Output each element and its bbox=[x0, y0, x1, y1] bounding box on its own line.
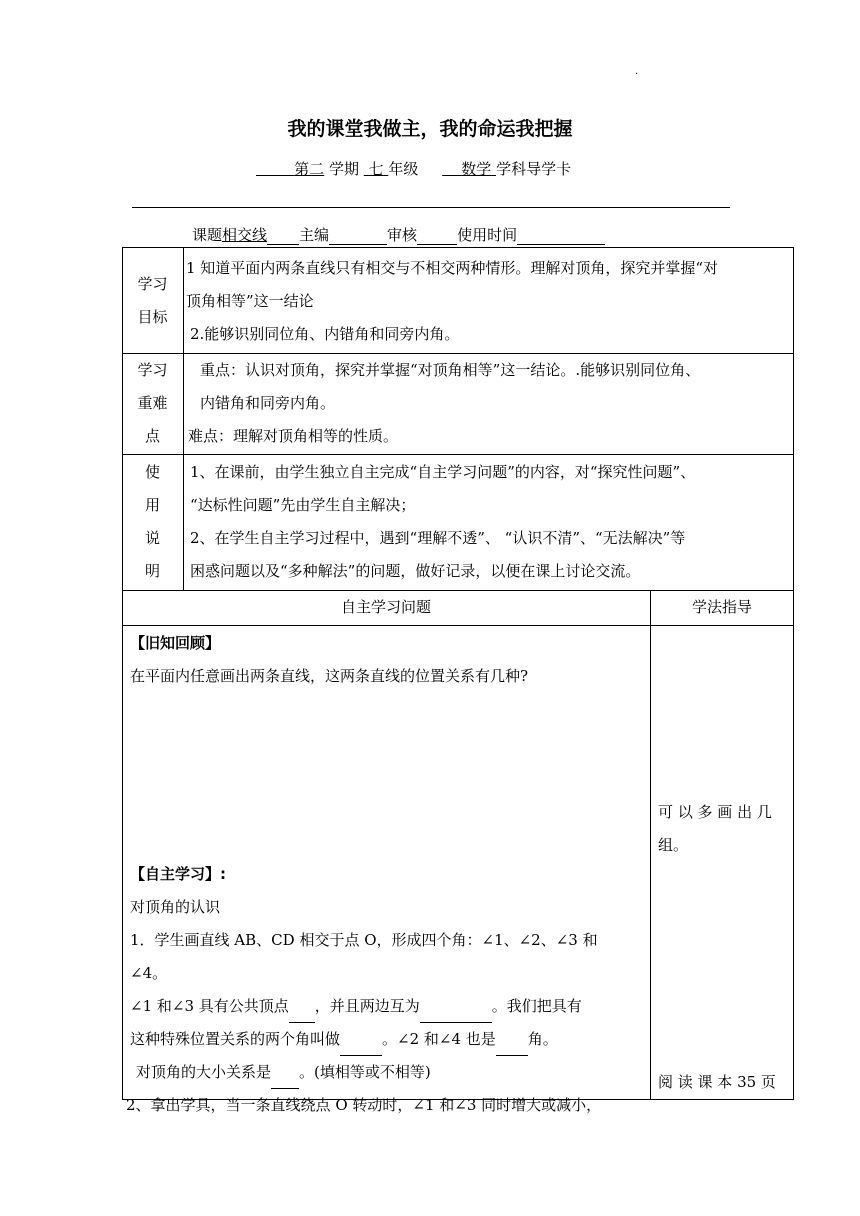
objective-line: 2.能够识别同位角、内错角和同旁内角。 bbox=[190, 325, 460, 343]
key-point-line: 内错角和同旁内角。 bbox=[200, 394, 336, 412]
time-label: 使用时间 bbox=[457, 226, 518, 244]
subject-label: 学科导学卡 bbox=[496, 160, 572, 178]
instruction-line: 1、在课前，由学生独立自主完成“自主学习问题”的内容，对“探究性问题”、 bbox=[190, 463, 696, 481]
instructions-label: 使 用 说 明 bbox=[144, 463, 160, 580]
course-info-line bbox=[192, 224, 605, 245]
corner-dot: . bbox=[635, 66, 639, 77]
guidance-tip: 可 以 多 画 出 几 组。 bbox=[658, 803, 772, 854]
drawing-space bbox=[130, 693, 645, 858]
objective-line: 顶角相等”这一结论 bbox=[186, 292, 314, 310]
review-heading: 【旧知回顾】 bbox=[130, 634, 221, 652]
semester-value: 第二 bbox=[294, 160, 325, 178]
key-points-label: 学习 重难 点 bbox=[137, 361, 168, 445]
info-table-row-divider bbox=[122, 454, 794, 455]
guidance-tip: 阅 读 课 本 35 页 bbox=[658, 1073, 776, 1091]
reviewer-label: 审核 bbox=[387, 226, 418, 244]
item1-line: ∠4。 bbox=[130, 964, 168, 982]
topic-blank bbox=[267, 230, 299, 245]
answer-blank[interactable] bbox=[340, 1039, 382, 1056]
objectives-label: 学习 目标 bbox=[137, 275, 168, 326]
reviewer-blank bbox=[417, 230, 457, 245]
topic-value: 相交线 bbox=[222, 226, 268, 244]
instruction-line: 困惑问题以及“多种解法”的问题，做好记录，以便在课上讨论交流。 bbox=[190, 562, 641, 580]
course-subtitle bbox=[256, 158, 571, 179]
column-header-guidance: 学法指导 bbox=[691, 598, 752, 616]
fill-blank-line: 这种特殊位置关系的两个角叫做 。∠2 和∠4 也是 角。 bbox=[130, 1023, 645, 1056]
semester-label: 学期 bbox=[328, 160, 359, 178]
topic-label: 课题 bbox=[192, 226, 223, 244]
self-study-heading: 【自主学习】: bbox=[130, 865, 226, 883]
page-title: 我的课堂我做主，我的命运我把握 bbox=[287, 118, 573, 140]
item2-line: 2、拿出学具，当一条直线绕点 O 转动时，∠1 和∠3 同时增大或减小， bbox=[126, 1096, 602, 1114]
instruction-line: “达标性问题”先由学生自主解决； bbox=[190, 496, 416, 514]
grade-value: 七 bbox=[368, 160, 384, 178]
grade-label: 年级 bbox=[388, 160, 419, 178]
study-table-header-divider bbox=[122, 625, 794, 626]
subject-value: 数学 bbox=[461, 160, 492, 178]
editor-label: 主编 bbox=[299, 226, 330, 244]
answer-blank[interactable] bbox=[496, 1039, 528, 1056]
self-study-topic: 对顶角的认识 bbox=[130, 898, 221, 916]
answer-blank[interactable] bbox=[271, 1072, 299, 1089]
info-table-column-divider bbox=[183, 247, 184, 591]
objectives-content bbox=[186, 252, 791, 351]
time-blank bbox=[517, 230, 605, 245]
header-divider bbox=[132, 207, 730, 208]
review-question: 在平面内任意画出两条直线，这两条直线的位置关系有几种? bbox=[130, 667, 529, 685]
key-points-content bbox=[186, 354, 791, 453]
answer-blank[interactable] bbox=[420, 1006, 492, 1023]
study-table-column-divider bbox=[650, 590, 651, 1100]
instruction-line: 2、在学生自主学习过程中，遇到“理解不透”、 “认识不清”、“无法解决”等 bbox=[190, 529, 686, 547]
fill-blank-line: ∠1 和∠3 具有公共顶点 ，并且两边互为 。我们把具有 bbox=[130, 990, 645, 1023]
answer-blank[interactable] bbox=[289, 1006, 315, 1023]
self-study-content bbox=[126, 627, 645, 1122]
item1-line: 1．学生画直线 AB、CD 相交于点 O，形成四个角：∠1、∠2、∠3 和 bbox=[130, 931, 598, 949]
editor-blank bbox=[329, 230, 387, 245]
column-header-self-study: 自主学习问题 bbox=[340, 598, 431, 616]
instructions-content bbox=[186, 456, 791, 588]
objective-line: 1 知道平面内两条直线只有相交与不相交两种情形。理解对顶角，探究并掌握“对 bbox=[186, 259, 718, 277]
key-point-line: 难点：理解对顶角相等的性质。 bbox=[188, 427, 399, 445]
key-point-line: 重点：认识对顶角，探究并掌握“对顶角相等”这一结论。.能够识别同位角、 bbox=[200, 361, 701, 379]
fill-blank-line: 对顶角的大小关系是 。(填相等或不相等) bbox=[130, 1056, 645, 1089]
